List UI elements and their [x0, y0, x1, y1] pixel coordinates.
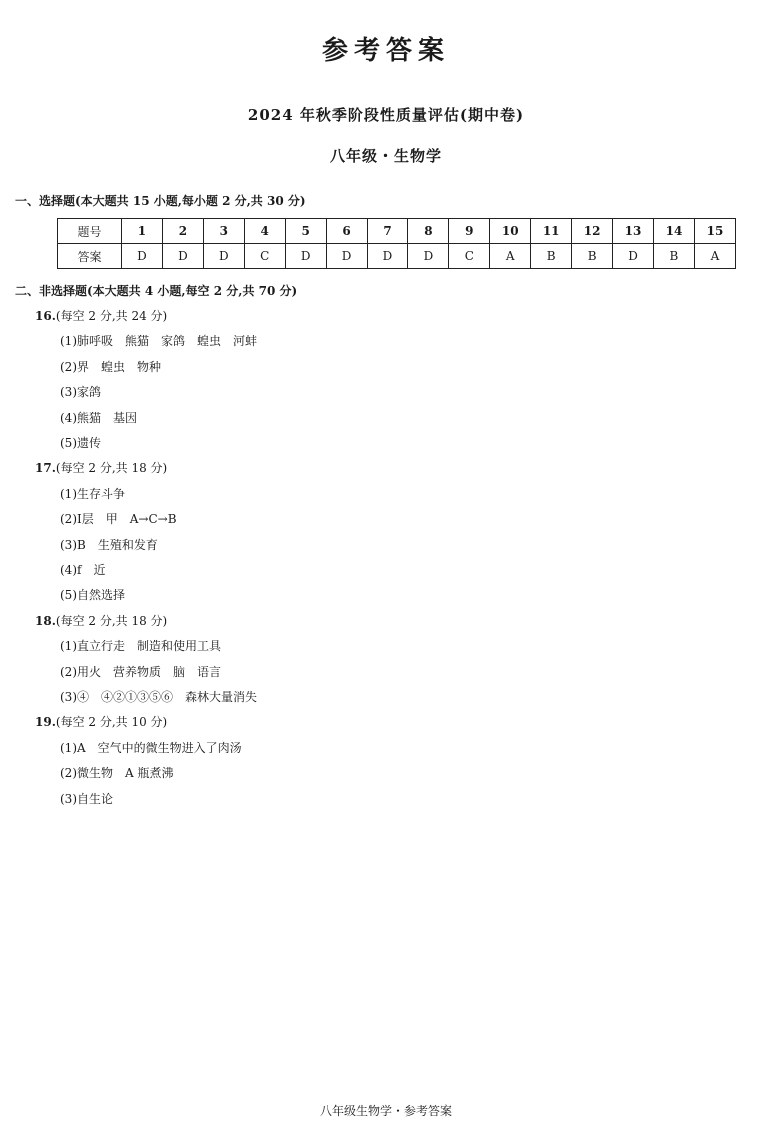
answer-line: (3)B 生殖和发育	[60, 537, 158, 552]
question-number: 17.	[35, 461, 56, 476]
section-1-heading: 一、选择题(本大题共 15 小题,每小题 2 分,共 30 分)	[15, 194, 306, 208]
answer-cell-4: C	[244, 244, 285, 269]
question-number-2: 2	[162, 219, 203, 244]
answer-line: (2)Ⅰ层 甲 A→C→B	[60, 512, 177, 527]
answer-line: (1)直立行走 制造和使用工具	[60, 639, 221, 654]
answer-row	[58, 244, 736, 269]
answer-line: (2)界 蝗虫 物种	[60, 359, 161, 374]
question-number-10: 10	[490, 219, 531, 244]
page-title: 参考答案	[321, 36, 450, 66]
question-number: 19.	[35, 715, 56, 730]
answer-line: (1)A 空气中的微生物进入了肉汤	[60, 740, 242, 755]
answer-cell-5: D	[285, 244, 326, 269]
answer-line: (1)生存斗争	[60, 486, 125, 501]
answer-line: (2)用火 营养物质 脑 语言	[60, 664, 221, 679]
row-label-answer: 答案	[58, 244, 122, 269]
question-number-7: 7	[367, 219, 408, 244]
answer-line: (2)微生物 A 瓶煮沸	[60, 766, 174, 781]
answer-cell-2: D	[162, 244, 203, 269]
question-16-heading	[35, 307, 167, 324]
section-2-heading: 二、非选择题(本大题共 4 小题,每空 2 分,共 70 分)	[15, 284, 298, 298]
question-number-14: 14	[653, 219, 694, 244]
row-label-number: 题号	[58, 219, 122, 244]
answer-cell-7: D	[367, 244, 408, 269]
answer-line: (4)f 近	[60, 563, 106, 577]
answer-cell-14: B	[653, 244, 694, 269]
answer-line: (1)肺呼吸 熊猫 家鸽 蝗虫 河蚌	[60, 334, 257, 349]
question-number-15: 15	[694, 219, 735, 244]
answer-line: (4)熊猫 基因	[60, 410, 137, 425]
question-number-3: 3	[203, 219, 244, 244]
answer-cell-6: D	[326, 244, 367, 269]
answer-line: (5)遗传	[60, 436, 101, 450]
question-score: (每空 2 分,共 10 分)	[55, 715, 168, 730]
question-number-8: 8	[408, 219, 449, 244]
answer-cell-12: B	[572, 244, 613, 269]
question-number-1: 1	[122, 219, 163, 244]
answer-line: (3)④ ④②①③⑤⑥ 森林大量消失	[60, 690, 257, 704]
question-number: 18.	[35, 613, 56, 628]
answer-cell-11: B	[531, 244, 572, 269]
question-number-9: 9	[449, 219, 490, 244]
answer-cell-13: D	[613, 244, 654, 269]
answer-line: (3)自生论	[60, 791, 113, 806]
question-score: (每空 2 分,共 24 分)	[55, 309, 168, 323]
answer-table	[57, 218, 736, 269]
question-18-heading	[35, 612, 167, 629]
question-number-13: 13	[613, 219, 654, 244]
question-number-4: 4	[244, 219, 285, 244]
exam-subtitle: 2024 年秋季阶段性质量评估(期中卷)	[247, 106, 525, 124]
answer-line: (5)自然选择	[60, 588, 125, 603]
question-score: (每空 2 分,共 18 分)	[55, 461, 168, 476]
answer-cell-10: A	[490, 244, 531, 269]
answer-cell-9: C	[449, 244, 490, 269]
question-number-5: 5	[285, 219, 326, 244]
question-number-12: 12	[572, 219, 613, 244]
question-number-11: 11	[531, 219, 572, 244]
question-17-heading	[35, 459, 167, 476]
question-score: (每空 2 分,共 18 分)	[55, 613, 168, 628]
page-footer: 八年级生物学・参考答案	[319, 1104, 452, 1118]
question-19-heading	[35, 713, 167, 730]
answer-line: (3)家鸽	[60, 385, 101, 400]
answer-cell-1: D	[122, 244, 163, 269]
question-number: 16.	[35, 309, 56, 323]
question-number-row	[58, 219, 736, 244]
answer-cell-15: A	[694, 244, 735, 269]
grade-subject: 八年级・生物学	[329, 147, 442, 165]
answer-cell-8: D	[408, 244, 449, 269]
answer-cell-3: D	[203, 244, 244, 269]
question-number-6: 6	[326, 219, 367, 244]
